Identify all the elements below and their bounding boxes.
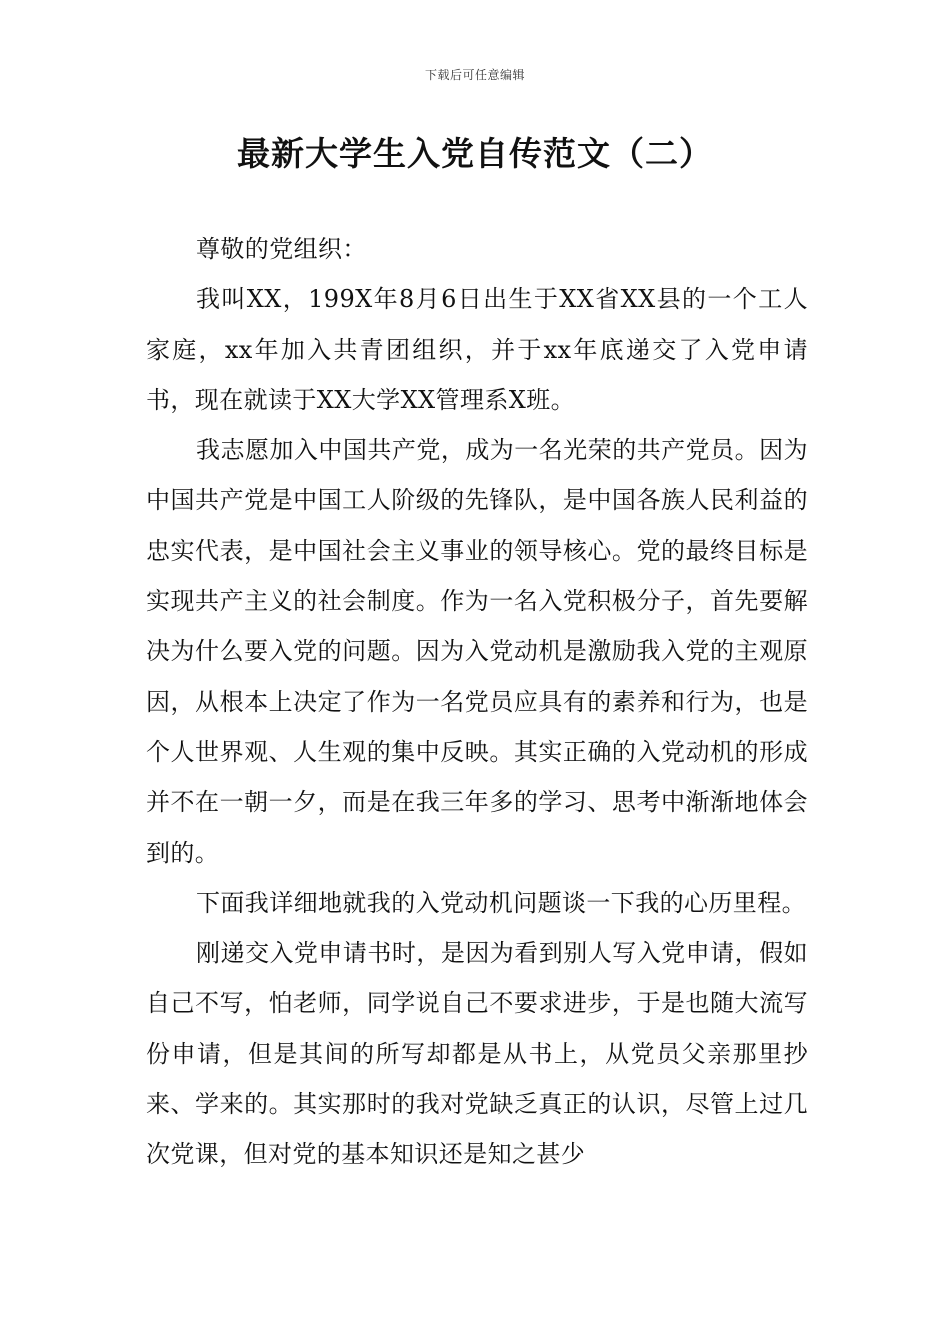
- document-body: [146, 224, 808, 1180]
- header-note: 下载后可任意编辑: [424, 68, 525, 82]
- paragraph-early-application: 刚递交入党申请书时，是因为看到别人写入党申请，假如自己不写，怕老师，同学说自己不要求进步，于是也随大流写份申请，但是其间的所写却都是从书上，从党员父亲那里抄来、学来的。其实那时的我对党缺乏真正的认识，尽管上过几次党课，但对党的基本知识还是知之甚少: [146, 939, 808, 1169]
- salutation: 尊敬的党组织：: [196, 235, 367, 263]
- document-title: 最新大学生入党自传范文（二）: [237, 134, 713, 173]
- paragraph-motivation: 我志愿加入中国共产党，成为一名光荣的共产党员。因为中国共产党是中国工人阶级的先锋队，是中国各族人民利益的忠实代表，是中国社会主义事业的领导核心。党的最终目标是实现共产主义的社会制度。作为一名入党积极分子，首先要解决为什么要入党的问题。因为入党动机是激励我入党的主观原因，从根本上决定了作为一名党员应具有的素养和行为，也是个人世界观、人生观的集中反映。其实正确的入党动机的形成并不在一朝一夕，而是在我三年多的学习、思考中渐渐地体会到的。: [146, 436, 808, 867]
- paragraph-introduction: 我叫XX，199X年8月6日出生于XX省XX县的一个工人家庭，xx年加入共青团组织，并于xx年底递交了入党申请书，现在就读于XX大学XX管理系X班。: [146, 285, 808, 414]
- paragraph-transition: 下面我详细地就我的入党动机问题谈一下我的心历里程。: [196, 888, 806, 917]
